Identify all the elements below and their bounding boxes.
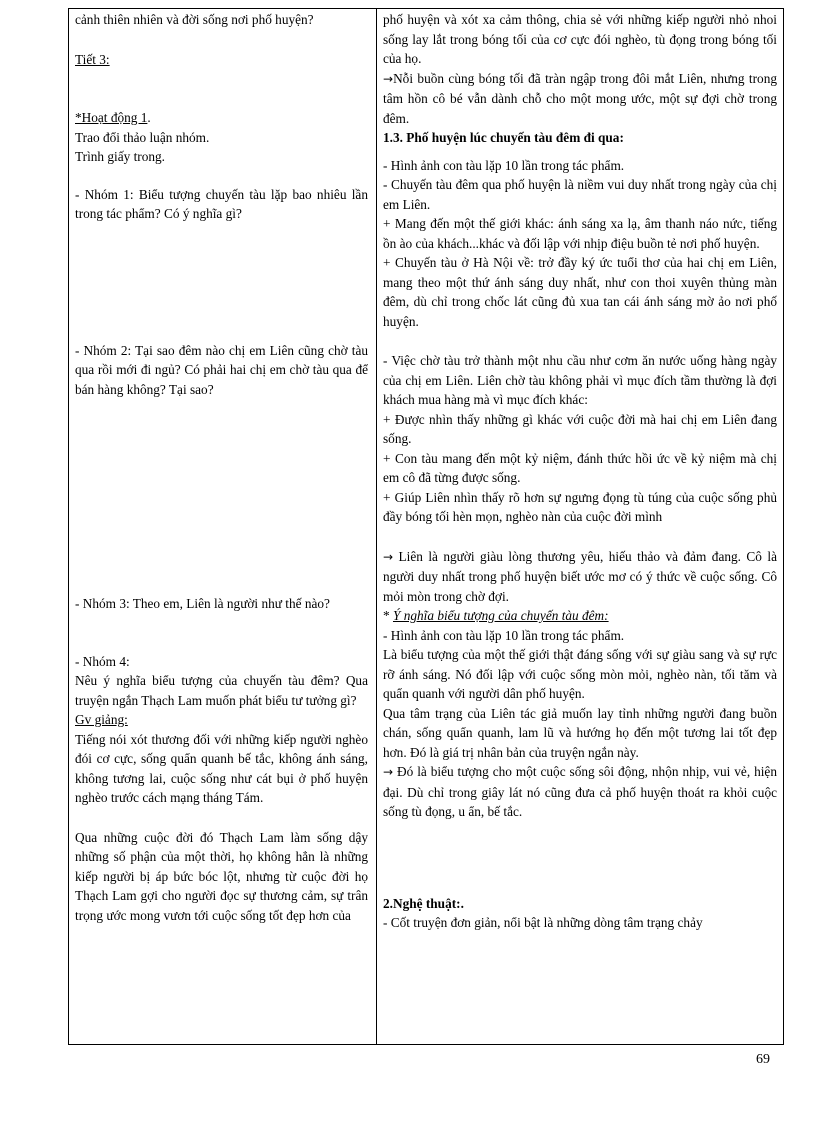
- tiet-label: Tiết 3:: [75, 51, 110, 67]
- spacer: [383, 527, 777, 547]
- content-paragraph: + Chuyến tàu ở Hà Nội về: trở đầy ký ức tuổi thơ của hai chị em Liên, mang theo một thứ ánh sáng duy nhất, như con thoi xuyên thủng màn đêm, dù chỉ trong chốc lát cũng đủ xua tan cái ánh sáng mờ ảo nơi phố huyện.: [383, 255, 777, 329]
- gv-giang-label: Gv giảng:: [75, 712, 128, 727]
- trao-doi-text: Trao đổi thảo luận nhóm.: [75, 129, 210, 145]
- content-paragraph: + Con tàu mang đến một kỷ niệm, đánh thức hồi ức về kỷ niệm mà chị em cô đã từng được sống.: [383, 450, 777, 485]
- arrow-icon: →: [383, 765, 394, 779]
- content-paragraph: → Đó là biểu tượng cho một cuộc sống sôi động, nhộn nhịp, vui vẻ, hiện đại. Dù chỉ trong giây lát nó cũng đưa cả phố huyện thoát ra khỏi cuộc sống tù đọng, u ẩn, bế tắc.: [383, 764, 777, 819]
- spacer: [383, 148, 777, 156]
- group2-question: - Nhóm 2: Tại sao đêm nào chị em Liên cũng chờ tàu qua rồi mới đi ngủ? Có phải hai chị em chờ tàu qua để bán hàng không? Tại sao?: [75, 342, 368, 397]
- spacer: [383, 331, 777, 351]
- group1-question: - Nhóm 1: Biểu tượng chuyến tàu lặp bao nhiêu lần trong tác phẩm? Có ý nghĩa gì?: [75, 186, 368, 221]
- section-heading-2: 2.Nghệ thuật:.: [383, 895, 464, 911]
- content-paragraph: → Liên là người giàu lòng thương yêu, hiếu thảo và đảm đang. Cô là người duy nhất trong phố huyện biết ước mơ có ý thức về cuộc sống. Cô mỏi mòn trong chờ đợi.: [383, 548, 777, 604]
- content-paragraph: - Việc chờ tàu trở thành một nhu cầu như cơm ăn nước uống hàng ngày của chị em Liên. Liên chờ tàu không phải vì mục đích tầm thường là đợi khách mua hàng mà vì mục đích khác:: [383, 353, 777, 407]
- content-paragraph: - Cốt truyện đơn giản, nổi bật là những dòng tâm trạng chảy: [383, 915, 703, 930]
- content-paragraph: + Mang đến một thế giới khác: ánh sáng xa lạ, âm thanh náo nức, tiếng ồn ào của khách...khác và đối lập với nhịp điệu buồn tẻ nơi phố huyện.: [383, 216, 777, 251]
- spacer: [383, 822, 777, 894]
- arrow-icon: →: [383, 549, 394, 564]
- content-paragraph: - Hình ảnh con tàu lặp 10 lần trong tác phẩm.: [383, 627, 625, 643]
- lesson-table: [68, 8, 784, 1045]
- intro-text: cảnh thiên nhiên và đời sống nơi phố huyện?: [75, 12, 314, 27]
- spacer: [75, 167, 368, 185]
- conclusion-text: Qua những cuộc đời đó Thạch Lam làm sống dậy những số phận của một thời, họ không hẳn là những kiếp người bị áp bức bóc lột, nhưng từ cuộc đời họ Thạch Lam gợi cho người đọc sự thương cảm, sự trân trọng ước mong vươn tới cuộc sống tốt đẹp hơn của: [75, 829, 368, 923]
- spacer: [75, 224, 368, 341]
- group4-question: Nêu ý nghĩa biểu tượng của chuyến tàu đêm? Qua truyện ngắn Thạch Lam muốn phát biểu tư tưởng gì?: [75, 673, 368, 708]
- content-paragraph: + Giúp Liên nhìn thấy rõ hơn sự ngưng đọng tù túng của cuộc sống phủ đầy bóng tối hèn mọn, nghèo nàn của cuộc đời mình: [383, 489, 777, 524]
- content-paragraph: - Hình ảnh con tàu lặp 10 lần trong tác phẩm.: [383, 157, 625, 173]
- spacer: [75, 808, 368, 828]
- spacer: [75, 614, 368, 652]
- hoat-dong-heading: *Hoạt động 1.: [75, 110, 151, 125]
- content-paragraph: Là biểu tượng của một thế giới thật đáng sống với sự giàu sang và sự rực rỡ ánh sáng. Nó đối lập với cuộc sống mòn mỏi, nghèo nàn, tối tăm và quẩn quanh với người dân phố huyện.: [383, 647, 777, 701]
- group4-title: - Nhóm 4:: [75, 653, 130, 669]
- content-paragraph: →Nỗi buồn cùng bóng tối đã tràn ngập trong đôi mắt Liên, nhưng trong tâm hồn cô bé vẫn dành chỗ cho một mong ước, một sự đợi chờ trong đêm.: [383, 70, 777, 126]
- group3-question: - Nhóm 3: Theo em, Liên là người như thế nào?: [75, 596, 330, 611]
- content-paragraph: + Được nhìn thấy những gì khác với cuộc đời mà hai chị em Liên đang sống.: [383, 411, 777, 446]
- page-number: 69: [756, 1052, 770, 1067]
- spacer: [75, 399, 368, 594]
- symbol-meaning-heading: * Ý nghĩa biểu tượng của chuyến tàu đêm:: [383, 608, 609, 623]
- content-column: [377, 9, 783, 1044]
- content-paragraph: phố huyện và xót xa cảm thông, chia sẻ với những kiếp người nhỏ nhoi sống lay lắt trong bóng tối của cơ cực đói nghèo, tù đọng trong bóng tối của họ.: [383, 12, 777, 66]
- spacer: [75, 30, 368, 50]
- trinh-giay-text: Trình giấy trong.: [75, 149, 166, 164]
- section-heading-1-3: 1.3. Phố huyện lúc chuyến tàu đêm đi qua:: [383, 130, 624, 145]
- content-paragraph: Qua tâm trạng của Liên tác giả muốn lay tỉnh những người đang buồn chán, sống quẩn quanh, lam lũ và hướng họ đến một tương lai tốt đẹp hơn. Đó là giá trị nhân bản của truyện ngắn này.: [383, 705, 777, 760]
- content-paragraph: - Chuyến tàu đêm qua phố huyện là niềm vui duy nhất trong ngày của chị em Liên.: [383, 177, 777, 212]
- arrow-icon: →: [383, 71, 394, 86]
- spacer: [75, 69, 368, 108]
- teacher-student-activity-column: [69, 9, 377, 1044]
- gv-giang-text: Tiếng nói xót thương đối với những kiếp người nghèo đói cơ cực, sống quẩn quanh bế tắc, không ánh sáng, không tương lai, cuộc sống như cát bụi ở phố huyện nghèo trước cách mạng tháng Tám.: [75, 731, 368, 805]
